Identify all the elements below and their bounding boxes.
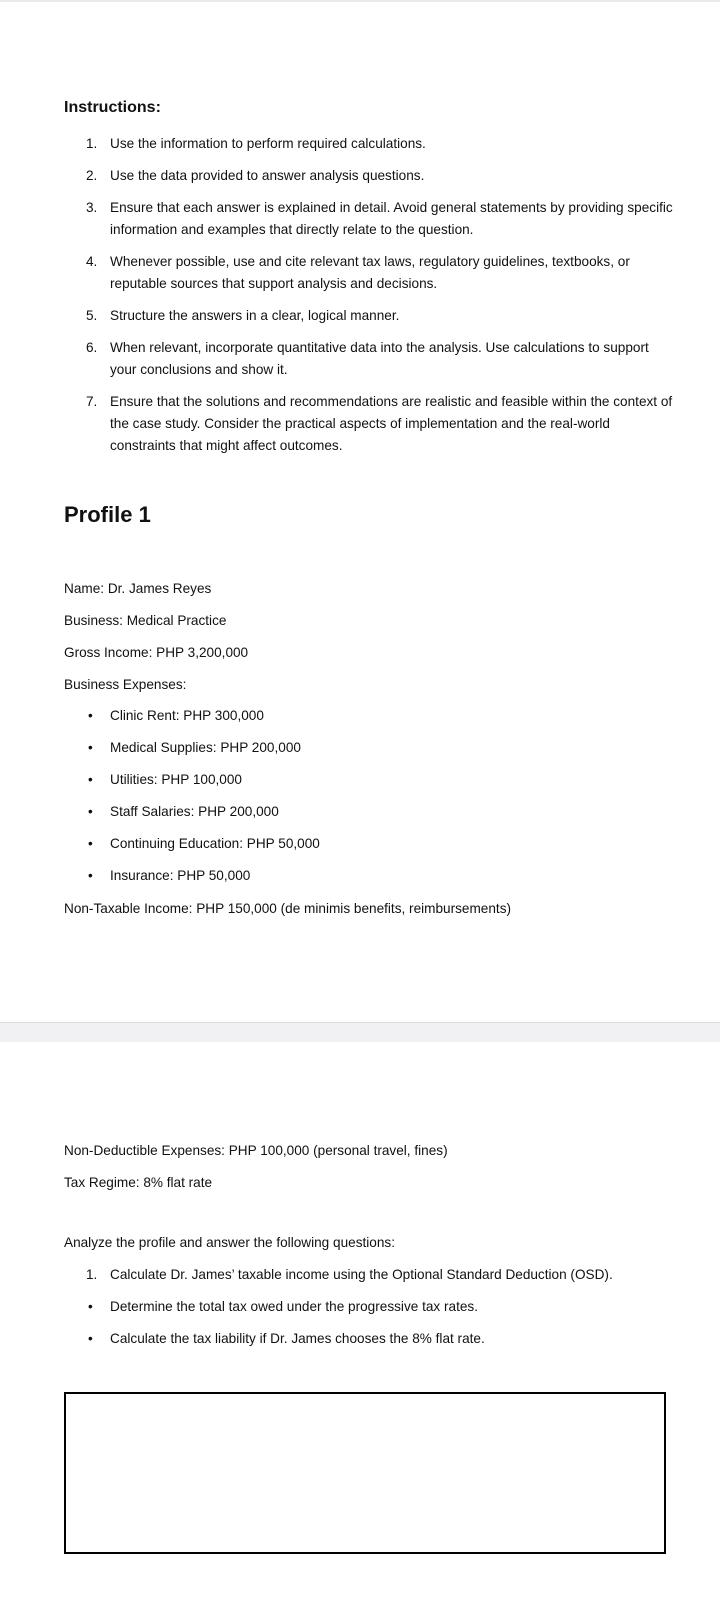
instructions-list	[64, 133, 674, 467]
profile-tax-regime: Tax Regime: 8% flat rate	[64, 1175, 213, 1190]
questions-list	[64, 1266, 613, 1362]
instruction-item: 2. Use the data provided to answer analysis questions.	[86, 168, 425, 183]
expenses-list	[64, 707, 320, 899]
profile-expenses-label: Business Expenses:	[64, 677, 187, 692]
question-item: • Determine the total tax owed under the progressive tax rates.	[88, 1299, 478, 1314]
expense-item: • Clinic Rent: PHP 300,000	[88, 708, 264, 723]
bullet-icon: •	[88, 772, 93, 787]
instruction-item: 1. Use the information to perform required calculations.	[86, 136, 426, 151]
instruction-item: 5. Structure the answers in a clear, logical manner.	[86, 308, 400, 323]
profile-name: Name: Dr. James Reyes	[64, 581, 212, 596]
bullet-icon: •	[88, 708, 93, 723]
expense-item: • Medical Supplies: PHP 200,000	[88, 740, 301, 755]
bullet-icon: •	[88, 804, 93, 819]
profile-gross-income: Gross Income: PHP 3,200,000	[64, 645, 249, 660]
bullet-icon: •	[88, 740, 93, 755]
expense-item: • Staff Salaries: PHP 200,000	[88, 804, 279, 819]
profile-business: Business: Medical Practice	[64, 613, 227, 628]
instruction-item: 3. Ensure that each answer is explained in detail. Avoid general statements by providing specific information and examples that directly relate to the question.	[86, 200, 673, 237]
profile-heading: Profile 1	[64, 502, 151, 527]
instruction-item: 4. Whenever possible, use and cite relevant tax laws, regulatory guidelines, textbooks, or reputable sources that support analysis and decisions.	[86, 254, 630, 291]
bullet-icon: •	[88, 836, 93, 851]
expense-item: • Utilities: PHP 100,000	[88, 772, 242, 787]
answer-box[interactable]	[64, 1392, 666, 1554]
instruction-item: 7. Ensure that the solutions and recommendations are realistic and feasible within the context of the case study. Consider the practical aspects of implementation and the real-world constraints that might affect outcomes.	[86, 394, 673, 453]
expense-item: • Continuing Education: PHP 50,000	[88, 836, 320, 851]
instructions-heading: Instructions:	[64, 99, 161, 116]
bullet-icon: •	[88, 868, 93, 883]
questions-intro: Analyze the profile and answer the following questions:	[64, 1235, 395, 1250]
question-item: 1. Calculate Dr. James’ taxable income using the Optional Standard Deduction (OSD).	[86, 1267, 613, 1282]
expense-item: • Insurance: PHP 50,000	[88, 868, 251, 883]
instruction-item: 6. When relevant, incorporate quantitative data into the analysis. Use calculations to support your conclusions and show it.	[86, 340, 649, 377]
profile-non-taxable-income: Non-Taxable Income: PHP 150,000 (de minimis benefits, reimbursements)	[64, 901, 512, 916]
page-separator	[0, 1022, 720, 1042]
question-item: • Calculate the tax liability if Dr. James chooses the 8% flat rate.	[88, 1331, 485, 1346]
profile-non-deductible-expenses: Non-Deductible Expenses: PHP 100,000 (personal travel, fines)	[64, 1143, 448, 1158]
document-page-2	[0, 1042, 720, 1612]
